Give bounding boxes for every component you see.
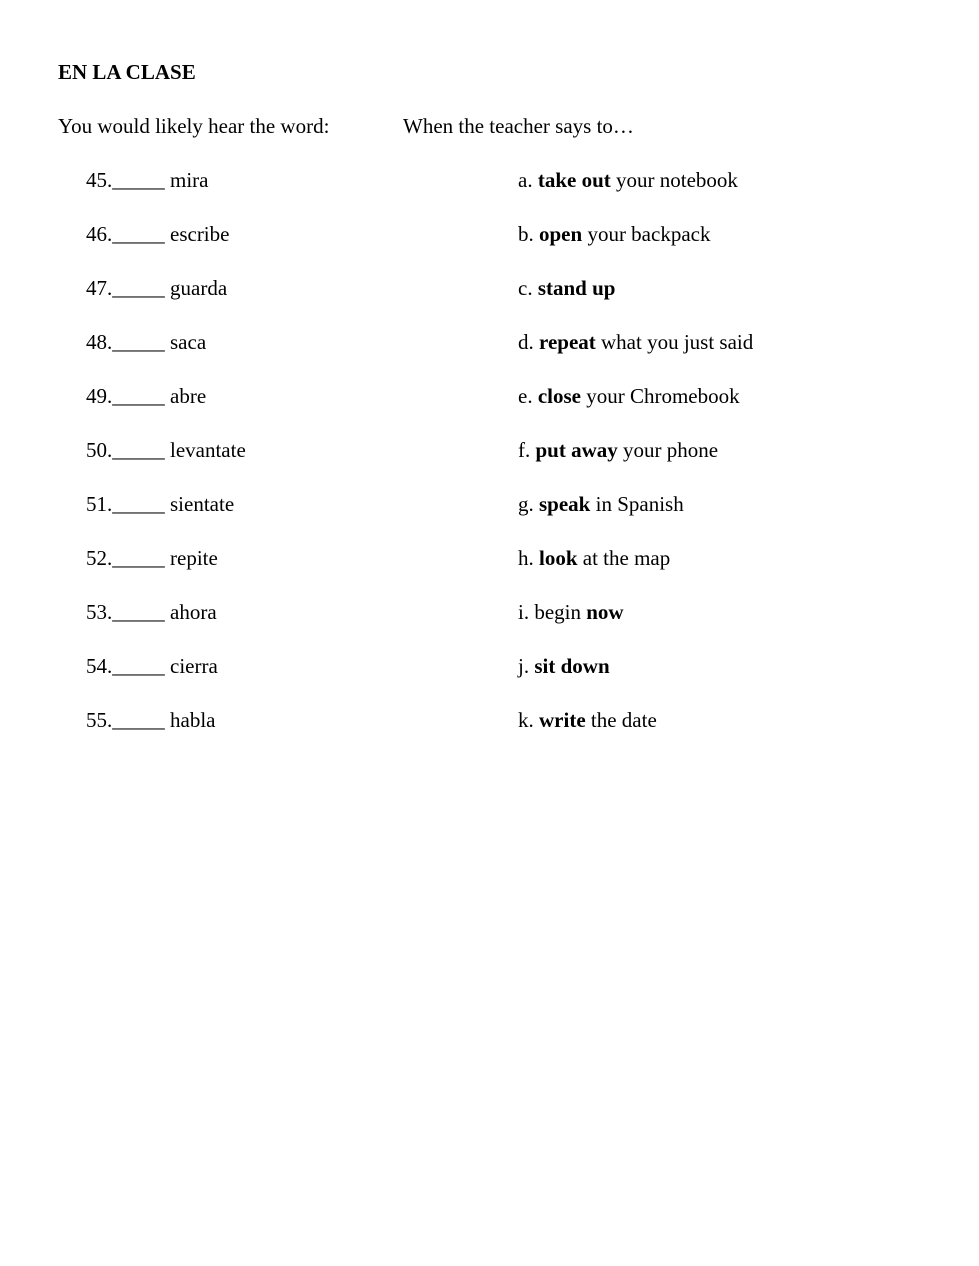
- question-item: [86, 706, 246, 760]
- spanish-word: repite: [170, 546, 218, 570]
- answer-blank: _____: [112, 384, 165, 408]
- answer-letter: h.: [518, 546, 534, 570]
- answer-letter: a.: [518, 168, 533, 192]
- answer-keyword: speak: [539, 492, 591, 516]
- answer-blank: _____: [112, 168, 165, 192]
- question-item: [86, 598, 246, 652]
- answer-post-text: your backpack: [587, 222, 711, 246]
- answer-letter: g.: [518, 492, 534, 516]
- left-column-header: You would likely hear the word:: [58, 114, 330, 138]
- answer-keyword: open: [539, 222, 583, 246]
- question-number: 47.: [86, 276, 113, 300]
- question-number: 48.: [86, 330, 113, 354]
- spanish-word: ahora: [170, 600, 217, 624]
- answer-blank: _____: [112, 330, 165, 354]
- answer-item: [518, 166, 753, 220]
- spanish-word: levantate: [170, 438, 246, 462]
- answer-letter: e.: [518, 384, 533, 408]
- answer-item: [518, 328, 753, 382]
- answer-blank: _____: [112, 600, 165, 624]
- answer-post-text: your phone: [623, 438, 719, 462]
- answer-post-text: in Spanish: [595, 492, 684, 516]
- answer-keyword: sit down: [534, 654, 610, 678]
- answer-keyword: look: [539, 546, 578, 570]
- spanish-word: sientate: [170, 492, 235, 516]
- answer-blank: _____: [112, 708, 165, 732]
- answer-letter: i.: [518, 600, 530, 624]
- spanish-word: cierra: [170, 654, 218, 678]
- question-number: 50.: [86, 438, 113, 462]
- answer-keyword: take out: [537, 168, 611, 192]
- page-title: EN LA CLASE: [58, 60, 196, 84]
- answer-blank: _____: [112, 438, 165, 462]
- answer-keyword: put away: [535, 438, 618, 462]
- answer-item: [518, 706, 753, 760]
- meaning-list: [518, 166, 753, 760]
- spanish-word: saca: [170, 330, 207, 354]
- answer-blank: _____: [112, 276, 165, 300]
- answer-keyword: close: [537, 384, 581, 408]
- answer-letter: c.: [518, 276, 533, 300]
- question-item: [86, 220, 246, 274]
- question-number: 55.: [86, 708, 113, 732]
- answer-letter: k.: [518, 708, 534, 732]
- question-item: [86, 328, 246, 382]
- answer-item: [518, 382, 753, 436]
- answer-post-text: the date: [590, 708, 657, 732]
- question-number: 49.: [86, 384, 113, 408]
- answer-letter: d.: [518, 330, 534, 354]
- question-number: 54.: [86, 654, 113, 678]
- right-column-header: When the teacher says to…: [403, 114, 634, 138]
- answer-post-text: your Chromebook: [586, 384, 740, 408]
- answer-blank: _____: [112, 492, 165, 516]
- answer-keyword: now: [586, 600, 624, 624]
- question-item: [86, 274, 246, 328]
- question-item: [86, 166, 246, 220]
- spanish-word: habla: [170, 708, 216, 732]
- question-number: 45.: [86, 168, 113, 192]
- answer-keyword: stand up: [537, 276, 616, 300]
- answer-keyword: repeat: [539, 330, 596, 354]
- answer-post-text: what you just said: [601, 330, 754, 354]
- answer-item: [518, 652, 753, 706]
- answer-item: [518, 436, 753, 490]
- spanish-word: mira: [170, 168, 209, 192]
- answer-letter: b.: [518, 222, 534, 246]
- answer-blank: _____: [112, 546, 165, 570]
- answer-item: [518, 598, 753, 652]
- question-number: 53.: [86, 600, 113, 624]
- answer-post-text: at the map: [582, 546, 671, 570]
- answer-keyword: write: [539, 708, 586, 732]
- question-number: 51.: [86, 492, 113, 516]
- answer-pre-text: begin: [534, 600, 581, 624]
- question-number: 52.: [86, 546, 113, 570]
- answer-item: [518, 274, 753, 328]
- answer-post-text: your notebook: [616, 168, 738, 192]
- answer-item: [518, 490, 753, 544]
- answer-blank: _____: [112, 654, 165, 678]
- vocabulary-list: [86, 166, 246, 760]
- answer-letter: f.: [518, 438, 531, 462]
- spanish-word: guarda: [170, 276, 228, 300]
- question-item: [86, 382, 246, 436]
- question-number: 46.: [86, 222, 113, 246]
- answer-letter: j.: [518, 654, 530, 678]
- question-item: [86, 544, 246, 598]
- answer-item: [518, 220, 753, 274]
- question-item: [86, 652, 246, 706]
- answer-blank: _____: [112, 222, 165, 246]
- spanish-word: escribe: [170, 222, 230, 246]
- answer-item: [518, 544, 753, 598]
- spanish-word: abre: [170, 384, 207, 408]
- question-item: [86, 490, 246, 544]
- question-item: [86, 436, 246, 490]
